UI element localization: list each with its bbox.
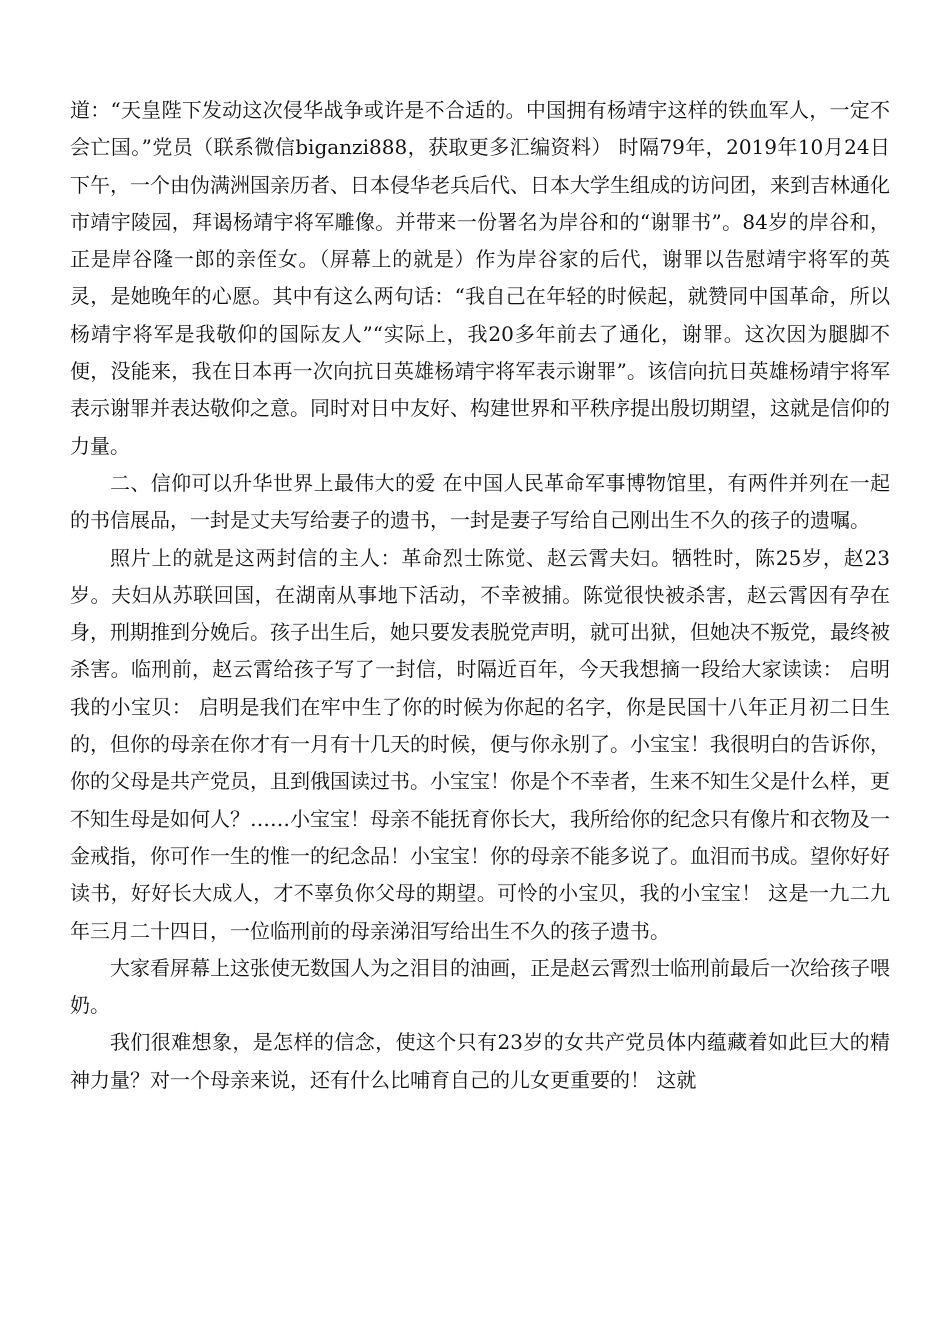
paragraph-letter: 照片上的就是这两封信的主人：革命烈士陈觉、赵云霄夫妇。牺牲时，陈25岁，赵23岁。夫妇从苏联回国，在湖南从事地下活动，不幸被捕。陈觉很快被杀害，赵云霄因有孕在身，刑期推到分娩后。孩子出生后，她只要发表脱党声明，就可出狱，但她决不叛党，最终被杀害。临刑前，赵云霄给孩子写了一封信，时隔近百年，今天我想摘一段给大家读读： 启明我的小宝贝： 启明是我们在牢中生了你的时候为你起的名字，你是民国十八年正月初二日生的，但你的母亲在你才有一月有十几天的时候，便与你永别了。小宝宝！我很明白的告诉你，你的父母是共产党员，且到俄国读过书。小宝宝！你是个不幸者，生来不知生父是什么样，更不知生母是如何人？……小宝宝！母亲不能抚育你长大，我所给你的纪念只有像片和衣物及一金戒指，你可作一生的惟一的纪念品！小宝宝！你的母亲不能多说了。血泪而书成。望你好好读书，好好长大成人，才不辜负你父母的期望。可怜的小宝贝，我的小宝宝！ 这是一九二九年三月二十四日，一位临刑前的母亲涕泪写给出生不久的孩子遗书。 — [70, 545, 890, 943]
document-page — [70, 92, 890, 1099]
paragraph-continuation: 道：“天皇陛下发动这次侵华战争或许是不合适的。中国拥有杨靖宇这样的铁血军人，一定不会亡国。”党员（联系微信biganzi888，获取更多汇编资料） 时隔79年，2019年10月24日下午，一个由伪满洲国亲历者、日本侵华老兵后代、日本大学生组成的访问团，来到吉林通化市靖宇陵园，拜谒杨靖宇将军雕像。并带来一份署名为岸谷和的“谢罪书”。84岁的岸谷和，正是岸谷隆一郎的亲侄女。（屏幕上的就是）作为岸谷家的后代，谢罪以告慰靖宇将军的英灵，是她晚年的心愿。其中有这么两句话：“我自己在年轻的时候起，就赞同中国革命，所以杨靖宇将军是我敬仰的国际友人”“实际上，我20多年前去了通化，谢罪。这次因为腿脚不便，没能来，我在日本再一次向抗日英雄杨靖宇将军表示谢罪”。该信向抗日英雄杨靖宇将军表示谢罪并表达敬仰之意。同时对日中友好、构建世界和平秩序提出殷切期望，这就是信仰的力量。 — [70, 98, 890, 458]
paragraph-section-two: 二、信仰可以升华世界上最伟大的爱 在中国人民革命军事博物馆里，有两件并列在一起的书信展品，一封是丈夫写给妻子的遗书，一封是妻子写给自己刚出生不久的孩子的遗嘱。 — [70, 470, 890, 533]
paragraph-painting: 大家看屏幕上这张使无数国人为之泪目的油画，正是赵云霄烈士临刑前最后一次给孩子喂奶。 — [70, 955, 890, 1018]
paragraph-belief: 我们很难想象，是怎样的信念，使这个只有23岁的女共产党员体内蕴藏着如此巨大的精神力量？对一个母亲来说，还有什么比哺育自己的儿女更重要的！ 这就 — [70, 1030, 890, 1092]
